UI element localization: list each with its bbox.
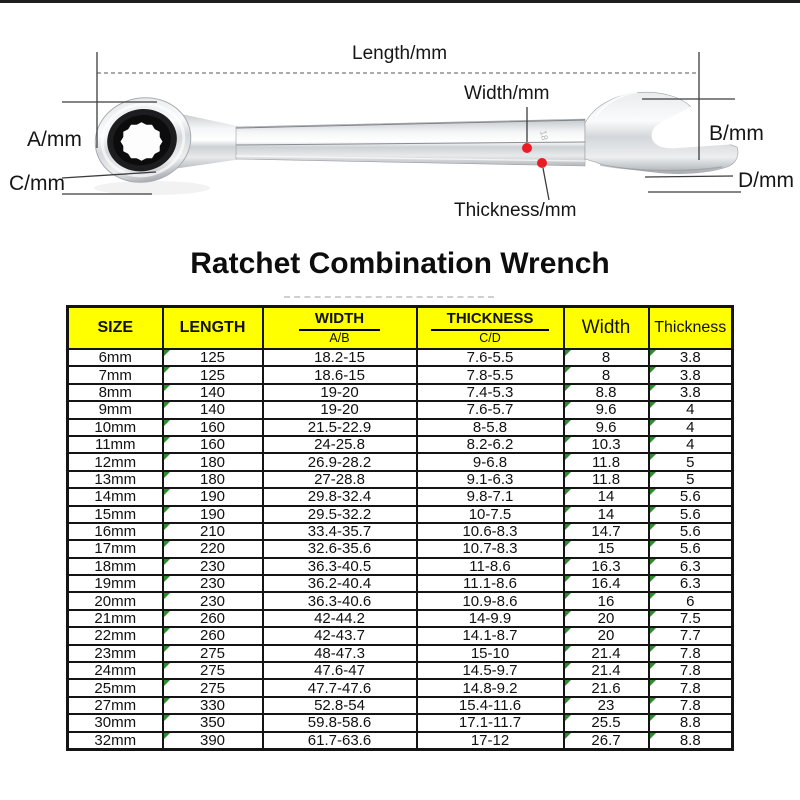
table-cell: 21.5-22.9 [263,419,417,436]
title-divider [284,296,494,298]
comment-marker-icon [650,420,656,426]
comment-marker-icon [164,420,170,426]
table-cell: 220 [163,540,263,557]
table-cell: 15.4-11.6 [417,697,564,714]
table-cell: 8.8 [649,732,733,750]
table-row [68,592,733,609]
table-cell: 7.5 [649,610,733,627]
table-cell: 47.7-47.6 [263,679,417,696]
table-cell: 6.3 [649,575,733,592]
comment-marker-icon [164,576,170,582]
comment-marker-icon [565,402,571,408]
table-cell: 26.7 [564,732,649,750]
table-cell: 275 [163,662,263,679]
table-cell: 10mm [68,419,163,436]
comment-marker-icon [565,350,571,356]
col-header-length: LENGTH [163,307,263,350]
table-cell: 14.8-9.2 [417,679,564,696]
comment-marker-icon [565,698,571,704]
table-cell: 9.6 [564,401,649,418]
table-cell: 33.4-35.7 [263,523,417,540]
shaft-size-stamp: 18 [538,129,550,142]
table-cell: 6.3 [649,558,733,575]
table-cell: 10.7-8.3 [417,540,564,557]
table-cell: 20 [564,610,649,627]
table-cell: 24-25.8 [263,436,417,453]
col-header-width-ab [263,307,417,350]
table-cell: 14.1-8.7 [417,627,564,644]
comment-marker-icon [650,698,656,704]
table-row [68,575,733,592]
table-cell: 25.5 [564,714,649,731]
table-cell: 27-28.8 [263,471,417,488]
comment-marker-icon [650,541,656,547]
table-cell: 16 [564,592,649,609]
table-cell: 8 [564,366,649,383]
table-cell: 260 [163,627,263,644]
comment-marker-icon [650,680,656,686]
col-header-width: Width [564,307,649,350]
table-cell: 390 [163,732,263,750]
comment-marker-icon [565,559,571,565]
d-label: D/mm [738,169,794,192]
table-cell: 7mm [68,366,163,383]
a-label: A/mm [27,128,82,151]
comment-marker-icon [565,663,571,669]
table-cell: 23 [564,697,649,714]
wrench-illustration [0,0,800,240]
col-header-width-ab-main: WIDTH [299,311,380,331]
table-row [68,610,733,627]
length-label: Length/mm [352,43,448,64]
d-upper-line [645,176,733,177]
table-cell: 14mm [68,488,163,505]
table-cell: 5.6 [649,523,733,540]
table-cell: 14 [564,488,649,505]
table-cell: 5.6 [649,506,733,523]
table-cell: 3.8 [649,366,733,383]
comment-marker-icon [164,559,170,565]
table-row [68,540,733,557]
table-cell: 180 [163,471,263,488]
table-cell: 21.4 [564,645,649,662]
table-cell: 190 [163,506,263,523]
table-cell: 18mm [68,558,163,575]
ring-shadow [94,181,210,195]
table-cell: 20 [564,627,649,644]
table-cell: 180 [163,453,263,470]
comment-marker-icon [164,646,170,652]
table-cell: 275 [163,679,263,696]
table-cell: 42-43.7 [263,627,417,644]
table-row [68,558,733,575]
table-cell: 4 [649,419,733,436]
table-cell: 36.3-40.5 [263,558,417,575]
comment-marker-icon [650,402,656,408]
table-cell: 32.6-35.6 [263,540,417,557]
table-cell: 11.8 [564,453,649,470]
table-cell: 10.3 [564,436,649,453]
col-header-thickness-cd-sub: C/D [479,330,501,345]
comment-marker-icon [164,507,170,513]
table-cell: 5.6 [649,540,733,557]
table-cell: 5.6 [649,488,733,505]
b-label: B/mm [709,122,764,145]
comment-marker-icon [565,507,571,513]
table-cell: 230 [163,558,263,575]
table-cell: 48-47.3 [263,645,417,662]
col-header-thickness: Thickness [649,307,733,350]
table-cell: 29.8-32.4 [263,488,417,505]
table-cell: 275 [163,645,263,662]
table-cell: 9.6 [564,419,649,436]
spec-table [66,305,734,751]
table-cell: 42-44.2 [263,610,417,627]
comment-marker-icon [650,611,656,617]
comment-marker-icon [164,437,170,443]
table-cell: 21mm [68,610,163,627]
comment-marker-icon [565,593,571,599]
table-cell: 160 [163,419,263,436]
table-row [68,419,733,436]
table-cell: 3.8 [649,349,733,366]
table-cell: 125 [163,366,263,383]
comment-marker-icon [565,733,571,739]
table-cell: 230 [163,575,263,592]
comment-marker-icon [650,454,656,460]
comment-marker-icon [650,628,656,634]
table-cell: 22mm [68,627,163,644]
table-cell: 160 [163,436,263,453]
table-cell: 32mm [68,732,163,750]
table-row [68,627,733,644]
table-cell: 9-6.8 [417,453,564,470]
table-row [68,714,733,731]
table-row [68,645,733,662]
table-cell: 26.9-28.2 [263,453,417,470]
table-cell: 61.7-63.6 [263,732,417,750]
table-row [68,349,733,366]
comment-marker-icon [164,350,170,356]
comment-marker-icon [650,385,656,391]
table-cell: 10.9-8.6 [417,592,564,609]
table-cell: 8 [564,349,649,366]
table-cell: 125 [163,349,263,366]
table-cell: 18.2-15 [263,349,417,366]
table-cell: 18.6-15 [263,366,417,383]
table-cell: 11.1-8.6 [417,575,564,592]
comment-marker-icon [650,715,656,721]
table-row [68,471,733,488]
table-cell: 10.6-8.3 [417,523,564,540]
table-cell: 14-9.9 [417,610,564,627]
table-cell: 5 [649,453,733,470]
table-cell: 16.3 [564,558,649,575]
table-cell: 4 [649,436,733,453]
spec-table-header [68,307,733,350]
comment-marker-icon [565,715,571,721]
table-cell: 20mm [68,592,163,609]
table-cell: 13mm [68,471,163,488]
comment-marker-icon [650,524,656,530]
table-cell: 9.8-7.1 [417,488,564,505]
comment-marker-icon [650,489,656,495]
col-header-size: SIZE [68,307,163,350]
table-cell: 7.7 [649,627,733,644]
comment-marker-icon [650,437,656,443]
table-cell: 12mm [68,453,163,470]
thickness-marker-dot [537,158,547,168]
col-header-thickness-cd-main: THICKNESS [431,311,550,331]
table-cell: 350 [163,714,263,731]
table-cell: 8.2-6.2 [417,436,564,453]
table-cell: 14 [564,506,649,523]
comment-marker-icon [565,680,571,686]
table-cell: 30mm [68,714,163,731]
table-cell: 9mm [68,401,163,418]
comment-marker-icon [650,350,656,356]
table-cell: 7.8 [649,645,733,662]
table-cell: 24mm [68,662,163,679]
table-cell: 7.8 [649,679,733,696]
c-label: C/mm [9,172,65,195]
wrench-dimension-figure [0,0,800,240]
table-cell: 16.4 [564,575,649,592]
table-cell: 21.4 [564,662,649,679]
table-cell: 59.8-58.6 [263,714,417,731]
table-row [68,506,733,523]
table-cell: 29.5-32.2 [263,506,417,523]
table-cell: 330 [163,697,263,714]
table-cell: 11-8.6 [417,558,564,575]
table-cell: 27mm [68,697,163,714]
comment-marker-icon [565,385,571,391]
comment-marker-icon [565,628,571,634]
table-cell: 5 [649,471,733,488]
thickness-pointer-line [543,168,549,200]
width-marker-dot [522,143,532,153]
table-cell: 4 [649,401,733,418]
comment-marker-icon [565,576,571,582]
table-cell: 10-7.5 [417,506,564,523]
comment-marker-icon [565,472,571,478]
comment-marker-icon [650,733,656,739]
table-cell: 19-20 [263,384,417,401]
thickness-label: Thickness/mm [454,200,577,221]
table-cell: 3.8 [649,384,733,401]
table-cell: 15mm [68,506,163,523]
col-header-width-ab-sub: A/B [329,330,350,345]
table-cell: 7.6-5.5 [417,349,564,366]
table-row [68,523,733,540]
comment-marker-icon [650,576,656,582]
header-row [68,307,733,350]
table-cell: 7.8 [649,697,733,714]
table-cell: 6 [649,592,733,609]
comment-marker-icon [650,663,656,669]
table-cell: 7.4-5.3 [417,384,564,401]
comment-marker-icon [164,541,170,547]
page-title: Ratchet Combination Wrench [190,247,610,280]
table-cell: 36.2-40.4 [263,575,417,592]
table-cell: 140 [163,384,263,401]
table-cell: 7.8-5.5 [417,366,564,383]
table-row [68,697,733,714]
table-cell: 19-20 [263,401,417,418]
comment-marker-icon [650,472,656,478]
comment-marker-icon [650,646,656,652]
table-cell: 17-12 [417,732,564,750]
table-cell: 7.6-5.7 [417,401,564,418]
table-row [68,453,733,470]
comment-marker-icon [164,402,170,408]
table-cell: 11mm [68,436,163,453]
table-cell: 8.8 [564,384,649,401]
comment-marker-icon [565,367,571,373]
comment-marker-icon [164,733,170,739]
comment-marker-icon [164,367,170,373]
table-cell: 23mm [68,645,163,662]
comment-marker-icon [164,472,170,478]
comment-marker-icon [164,715,170,721]
comment-marker-icon [565,420,571,426]
table-row [68,366,733,383]
table-cell: 47.6-47 [263,662,417,679]
table-row [68,401,733,418]
table-cell: 17.1-11.7 [417,714,564,731]
table-row [68,488,733,505]
table-cell: 25mm [68,679,163,696]
comment-marker-icon [565,541,571,547]
table-cell: 16mm [68,523,163,540]
comment-marker-icon [164,593,170,599]
table-cell: 210 [163,523,263,540]
table-row [68,436,733,453]
comment-marker-icon [650,507,656,513]
table-cell: 7.8 [649,662,733,679]
comment-marker-icon [164,385,170,391]
table-row [68,679,733,696]
table-cell: 17mm [68,540,163,557]
table-cell: 230 [163,592,263,609]
table-cell: 19mm [68,575,163,592]
table-row [68,732,733,750]
table-cell: 14.7 [564,523,649,540]
comment-marker-icon [565,646,571,652]
comment-marker-icon [565,454,571,460]
table-cell: 9.1-6.3 [417,471,564,488]
table-cell: 8mm [68,384,163,401]
comment-marker-icon [164,698,170,704]
table-cell: 14.5-9.7 [417,662,564,679]
table-row [68,384,733,401]
comment-marker-icon [650,367,656,373]
table-cell: 11.8 [564,471,649,488]
comment-marker-icon [164,611,170,617]
table-cell: 15-10 [417,645,564,662]
comment-marker-icon [650,559,656,565]
comment-marker-icon [565,524,571,530]
table-cell: 8-5.8 [417,419,564,436]
width-label: Width/mm [464,83,550,104]
spec-table-body [68,349,733,749]
comment-marker-icon [565,611,571,617]
comment-marker-icon [164,663,170,669]
comment-marker-icon [565,437,571,443]
table-cell: 36.3-40.6 [263,592,417,609]
table-row [68,662,733,679]
table-cell: 6mm [68,349,163,366]
comment-marker-icon [164,524,170,530]
table-cell: 21.6 [564,679,649,696]
col-header-thickness-cd [417,307,564,350]
comment-marker-icon [650,593,656,599]
table-cell: 260 [163,610,263,627]
comment-marker-icon [565,489,571,495]
comment-marker-icon [164,680,170,686]
table-cell: 140 [163,401,263,418]
comment-marker-icon [164,489,170,495]
table-cell: 52.8-54 [263,697,417,714]
table-cell: 190 [163,488,263,505]
table-cell: 8.8 [649,714,733,731]
table-cell: 15 [564,540,649,557]
comment-marker-icon [164,628,170,634]
comment-marker-icon [164,454,170,460]
